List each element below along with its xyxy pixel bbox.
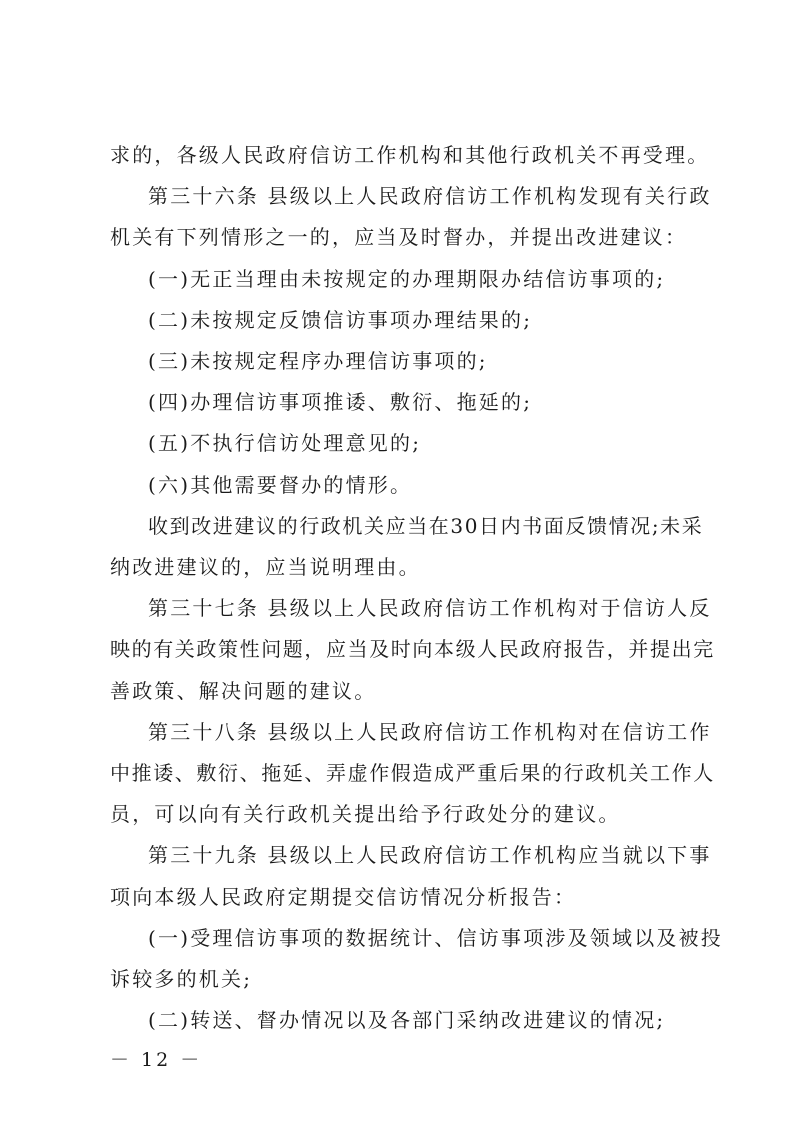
text-line: 第三十七条 县级以上人民政府信访工作机构对于信访人反 bbox=[148, 596, 712, 620]
text-line: 善政策、解决问题的建议。 bbox=[110, 679, 377, 703]
text-line: (一)无正当理由未按规定的办理期限办结信访事项的; bbox=[148, 267, 666, 291]
text-line: 诉较多的机关; bbox=[110, 967, 253, 991]
text-line: 映的有关政策性问题，应当及时向本级人民政府报告，并提出完 bbox=[110, 637, 715, 661]
text-line: 第三十九条 县级以上人民政府信访工作机构应当就以下事 bbox=[148, 843, 712, 867]
text-line: 中推诿、敷衍、拖延、弄虚作假造成严重后果的行政机关工作人 bbox=[110, 761, 715, 785]
text-line: (四)办理信访事项推诿、敷衍、拖延的; bbox=[148, 390, 533, 414]
text-line: 员，可以向有关行政机关提出给予行政处分的建议。 bbox=[110, 802, 621, 826]
text-line: (五)不执行信访处理意见的; bbox=[148, 431, 422, 455]
text-line: (二)未按规定反馈信访事项办理结果的; bbox=[148, 308, 533, 332]
text-line: 项向本级人民政府定期提交信访情况分析报告： bbox=[110, 885, 577, 909]
text-line: (三)未按规定程序办理信访事项的; bbox=[148, 349, 488, 373]
text-line: 收到改进建议的行政机关应当在30日内书面反馈情况;未采 bbox=[148, 514, 704, 538]
text-line: 机关有下列情形之一的，应当及时督办，并提出改进建议： bbox=[110, 225, 688, 249]
text-line: 第三十八条 县级以上人民政府信访工作机构对在信访工作 bbox=[148, 720, 712, 744]
text-line: (二)转送、督办情况以及各部门采纳改进建议的情况; bbox=[148, 1008, 666, 1032]
text-line: 求的，各级人民政府信访工作机构和其他行政机关不再受理。 bbox=[110, 143, 710, 167]
text-line: (六)其他需要督办的情形。 bbox=[148, 473, 413, 497]
page-number: － 12 － bbox=[110, 1049, 203, 1071]
text-line: (一)受理信访事项的数据统计、信访事项涉及领域以及被投 bbox=[148, 926, 724, 950]
text-line: 纳改进建议的，应当说明理由。 bbox=[110, 555, 421, 579]
text-line: 第三十六条 县级以上人民政府信访工作机构发现有关行政 bbox=[148, 184, 712, 208]
